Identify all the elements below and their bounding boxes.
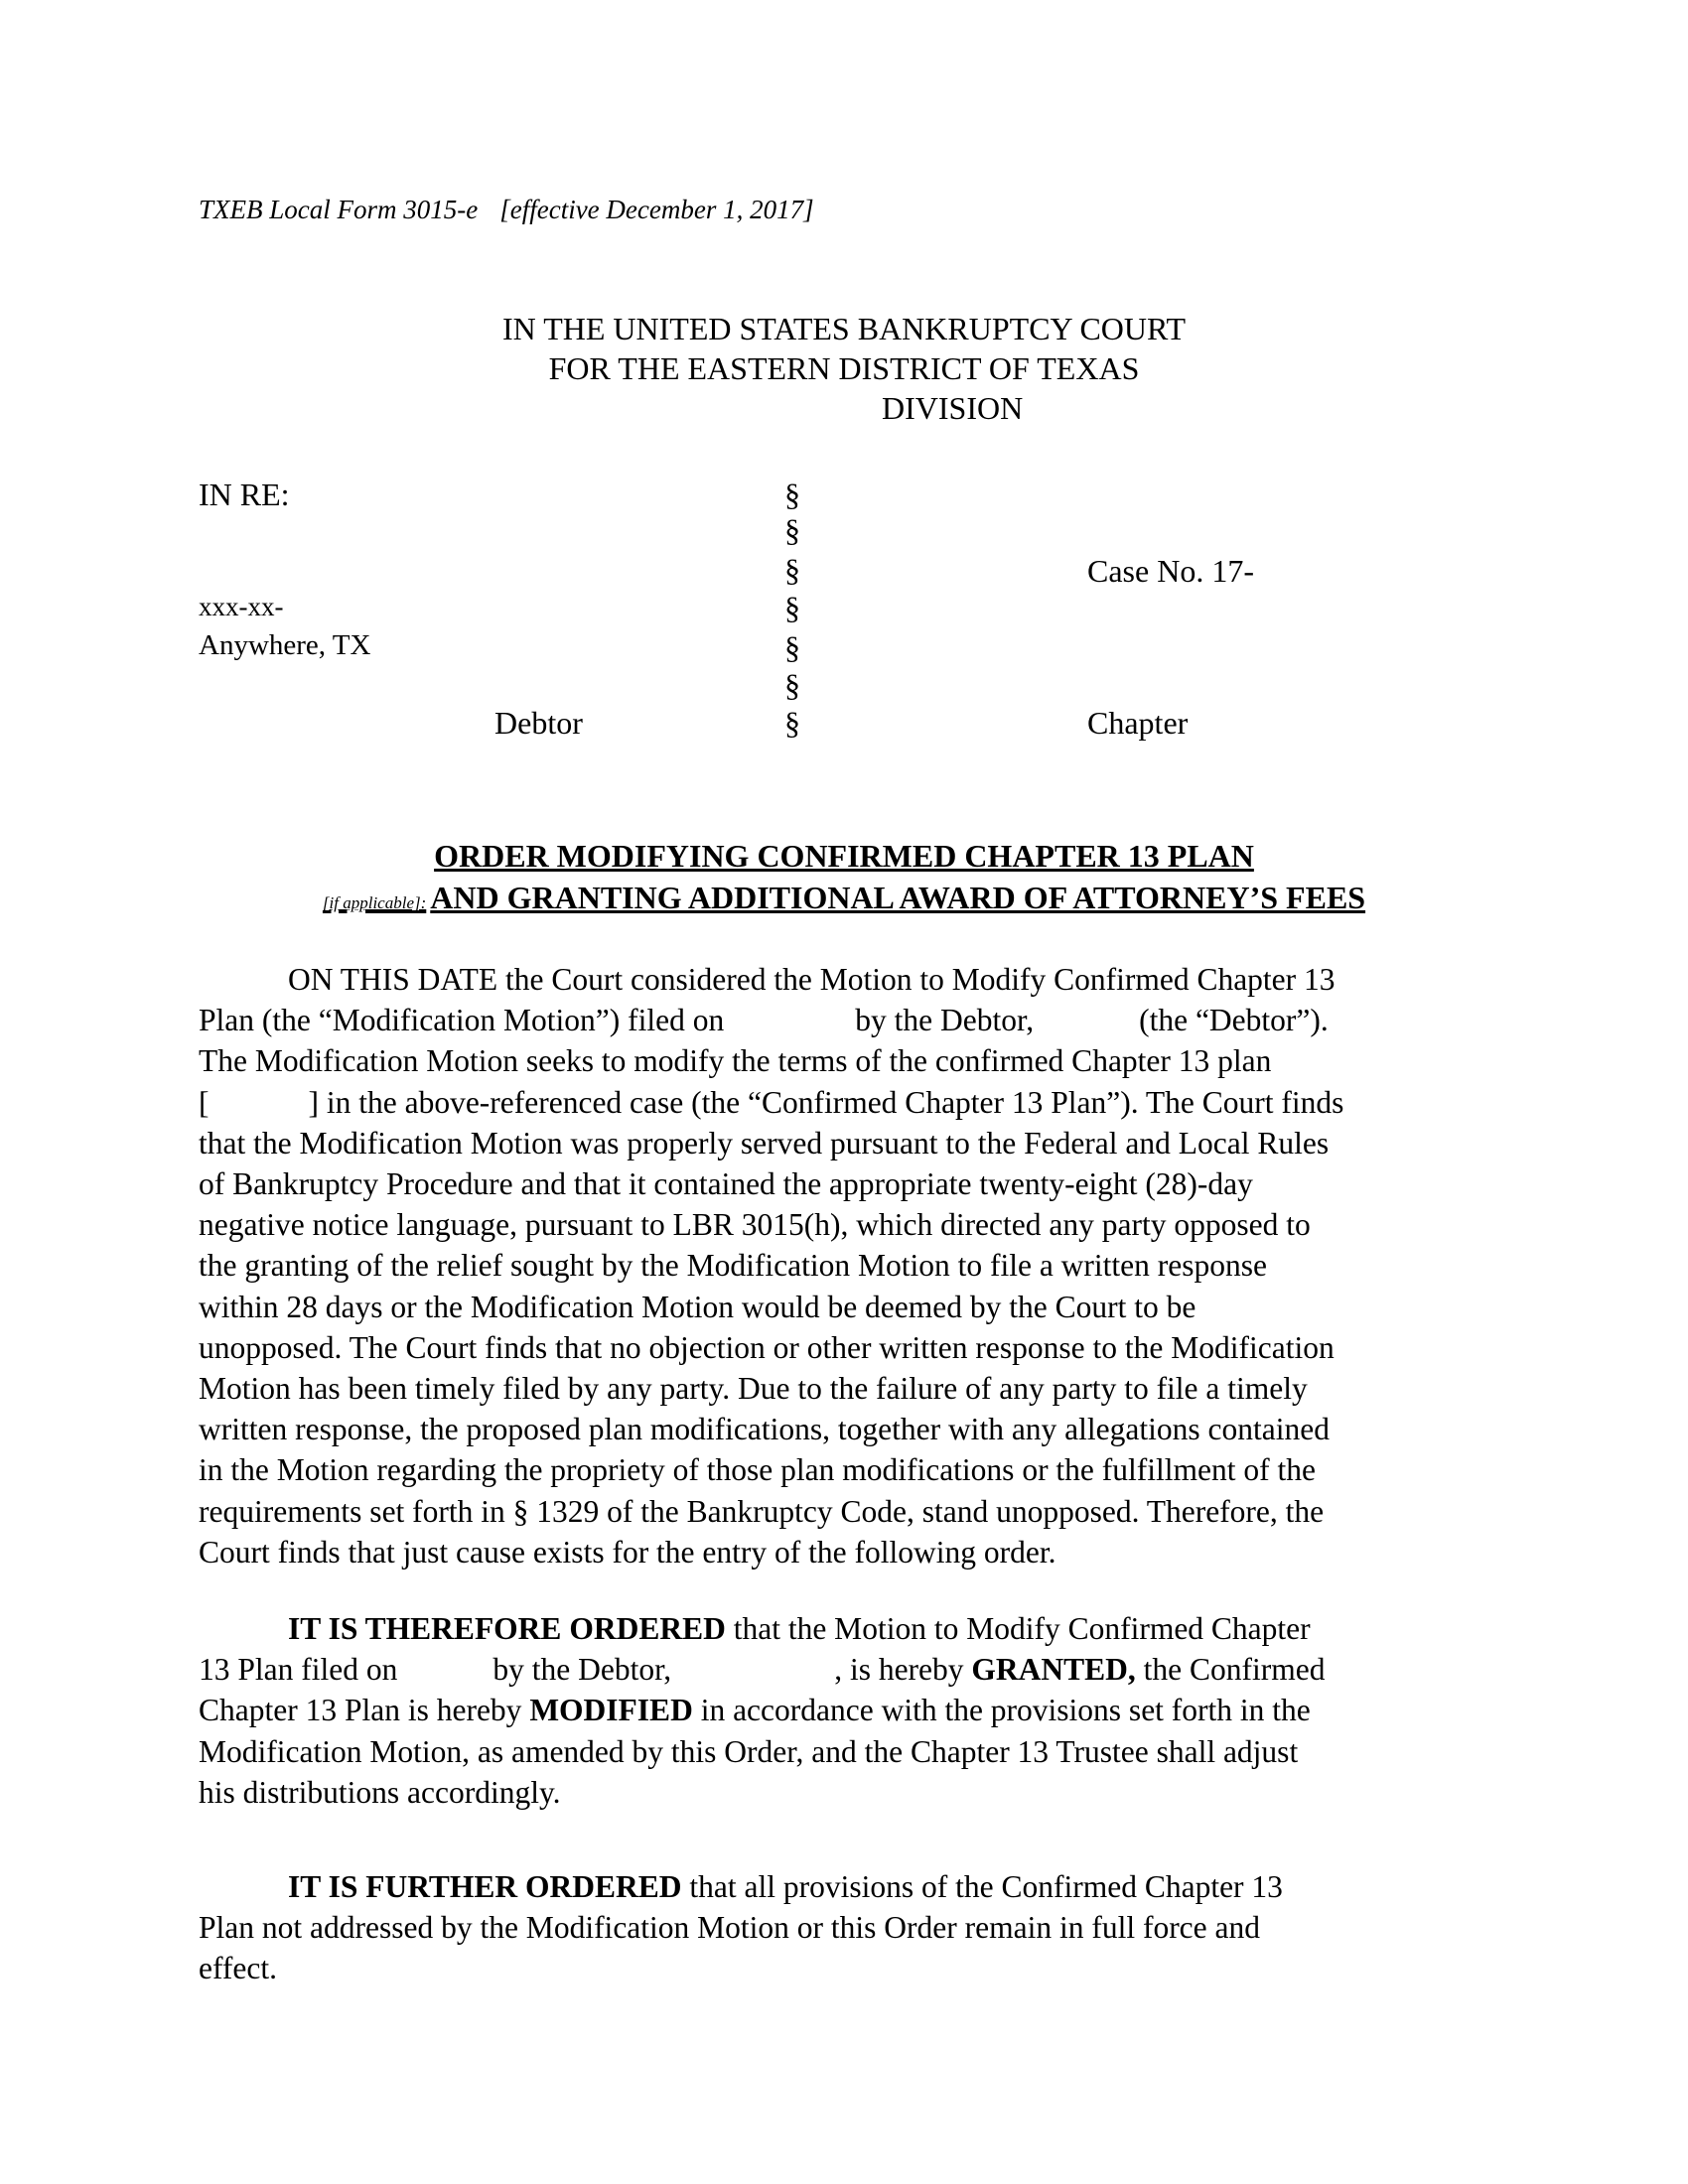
section-symbol: § [784, 705, 800, 741]
paragraph-line: IT IS THEREFORE ORDERED that the Motion to Modify Confirmed Chapter [288, 1611, 1311, 1646]
paragraph-line: unopposed. The Court finds that no objection or other written response to the Modification [199, 1329, 1335, 1365]
debtor-ssn: xxx-xx- [199, 592, 284, 621]
paragraph-line: 13 Plan filed on by the Debtor, , is hereby GRANTED, the Confirmed [199, 1652, 1326, 1688]
paragraph-line: within 28 days or the Modification Motion would be deemed by the Court to be [199, 1289, 1196, 1324]
paragraph-line: requirements set forth in § 1329 of the Bankruptcy Code, stand unopposed. Therefore, the [199, 1493, 1325, 1529]
case-number: Case No. 17- [1087, 553, 1254, 589]
paragraph-line: effect. [199, 1951, 277, 1986]
paragraph-line: in the Motion regarding the propriety of those plan modifications or the fulfillment of the [199, 1452, 1316, 1488]
paragraph-line: ON THIS DATE the Court considered the Motion to Modify Confirmed Chapter 13 [288, 962, 1336, 997]
paragraph-line: Plan not addressed by the Modification Motion or this Order remain in full force and [199, 1910, 1261, 1946]
debtor-label: Debtor [494, 705, 583, 741]
paragraph-line: Chapter 13 Plan is hereby MODIFIED in accordance with the provisions set forth in the [199, 1693, 1311, 1728]
order-title-line2 [0, 880, 1688, 916]
order-title-line2-text: AND GRANTING ADDITIONAL AWARD OF ATTORNEY’S FEES [430, 880, 1366, 915]
paragraph-line: IT IS FURTHER ORDERED that all provisions of the Confirmed Chapter 13 [288, 1869, 1283, 1904]
section-symbol: § [784, 667, 800, 703]
paragraph-line: written response, the proposed plan modifications, together with any allegations contained [199, 1412, 1330, 1447]
paragraph-line: of Bankruptcy Procedure and that it contained the appropriate twenty-eight (28)-day [199, 1166, 1253, 1202]
order-title-line1: ORDER MODIFYING CONFIRMED CHAPTER 13 PLAN [434, 838, 1254, 874]
form-identifier [199, 195, 814, 225]
court-name-line2: FOR THE EASTERN DISTRICT OF TEXAS [548, 350, 1140, 386]
court-name-line1: IN THE UNITED STATES BANKRUPTCY COURT [502, 311, 1186, 346]
paragraph-line: Plan (the “Modification Motion”) filed on by the Debtor, (the “Debtor”). [199, 1003, 1329, 1038]
findings-paragraph [199, 959, 1529, 1572]
paragraph-line: [ ] in the above-referenced case (the “Confirmed Chapter 13 Plan”). The Court finds [199, 1084, 1344, 1120]
paragraph-line: Motion has been timely filed by any party. Due to the failure of any party to file a timely [199, 1371, 1308, 1407]
debtor-address: Anywhere, TX [199, 629, 371, 661]
section-symbol: § [784, 512, 800, 548]
therefore-ordered-paragraph [199, 1608, 1529, 1813]
paragraph-line: The Modification Motion seeks to modify the terms of the confirmed Chapter 13 plan [199, 1043, 1272, 1079]
form-effective-date: [effective December 1, 2017] [499, 195, 814, 224]
section-symbol: § [784, 590, 800, 625]
paragraph-line: Court finds that just cause exists for the entry of the following order. [199, 1534, 1056, 1570]
section-symbol: § [784, 552, 800, 588]
court-division: DIVISION [882, 390, 1024, 426]
form-id-text: TXEB Local Form 3015-e [199, 195, 479, 224]
chapter-label: Chapter [1087, 705, 1189, 741]
further-ordered-paragraph [199, 1866, 1529, 1989]
if-applicable-note: [if applicable]: [322, 893, 427, 912]
paragraph-line: negative notice language, pursuant to LBR 3015(h), which directed any party opposed to [199, 1207, 1311, 1243]
section-symbol: § [784, 629, 800, 665]
paragraph-line: that the Modification Motion was properly served pursuant to the Federal and Local Rules [199, 1125, 1330, 1160]
in-re-label: IN RE: [199, 477, 290, 512]
paragraph-line: the granting of the relief sought by the Modification Motion to file a written response [199, 1248, 1267, 1284]
section-symbol: § [784, 477, 800, 512]
paragraph-line: Modification Motion, as amended by this Order, and the Chapter 13 Trustee shall adjust [199, 1733, 1299, 1769]
paragraph-line: his distributions accordingly. [199, 1774, 561, 1810]
